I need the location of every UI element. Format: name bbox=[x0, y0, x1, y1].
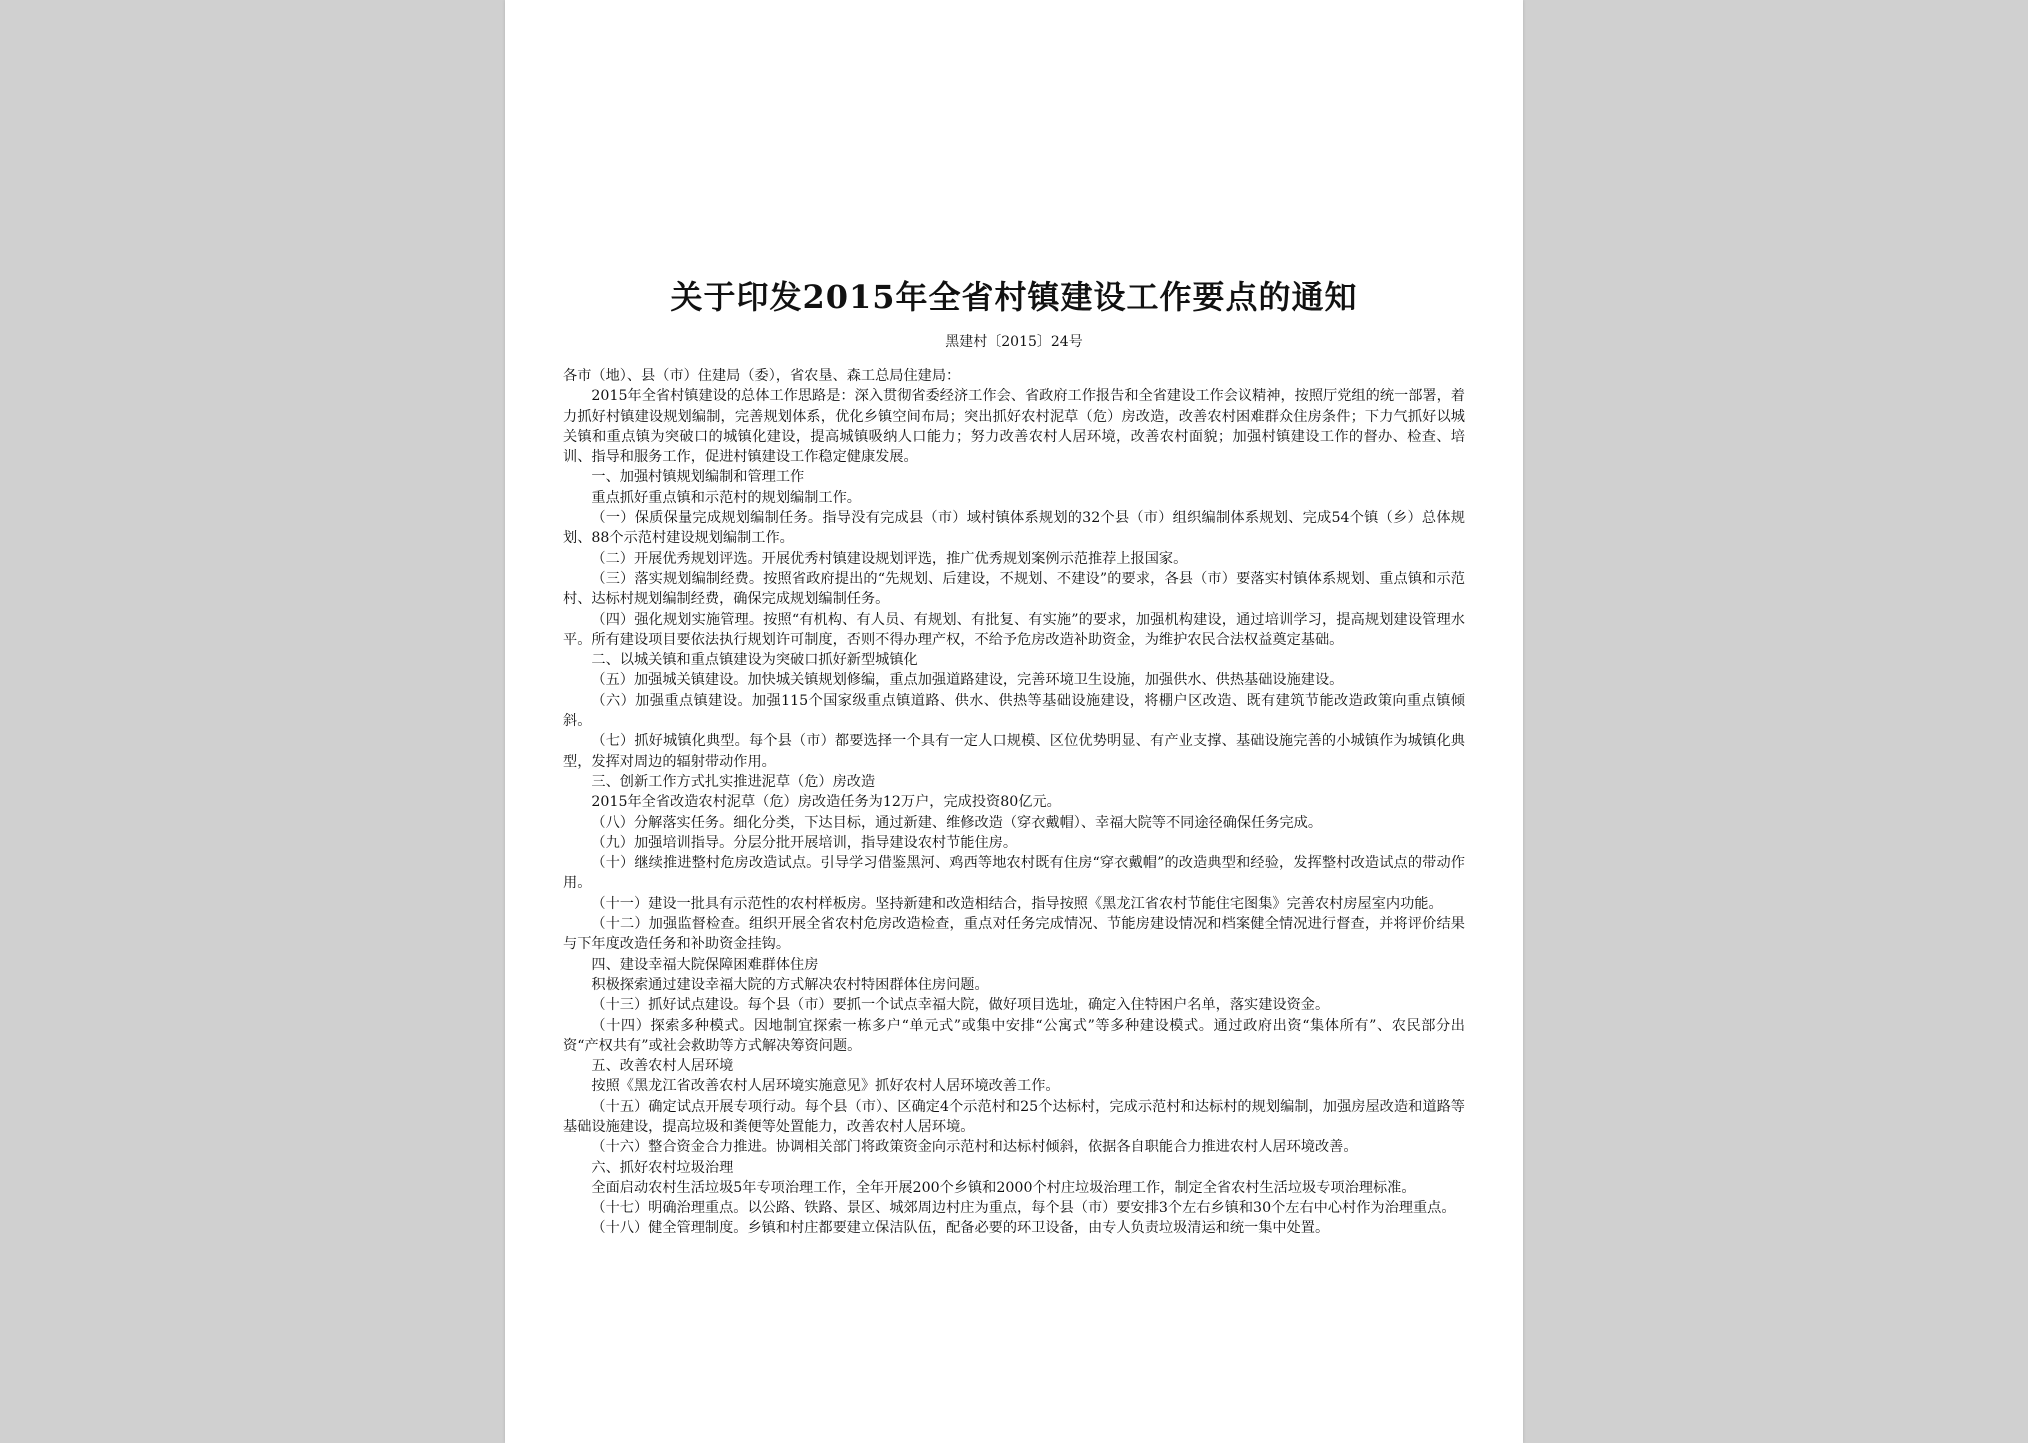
document-title: 关于印发2015年全省村镇建设工作要点的通知 bbox=[670, 278, 1358, 316]
paragraph: （十六）整合资金合力推进。协调相关部门将政策资金向示范村和达标村倾斜，依据各自职能合力推进农村人居环境改善。 bbox=[591, 1139, 1358, 1156]
paragraph: 全面启动农村生活垃圾5年专项治理工作，全年开展200个乡镇和2000个村庄垃圾治理工作，制定全省农村生活垃圾专项治理标准。 bbox=[591, 1179, 1416, 1196]
section-heading: 二、以城关镇和重点镇建设为突破口抓好新型城镇化 bbox=[591, 652, 918, 669]
paragraph: 积极探索通过建设幸福大院的方式解决农村特困群体住房问题。 bbox=[591, 976, 989, 993]
section-heading: 三、创新工作方式扎实推进泥草（危）房改造 bbox=[591, 773, 876, 790]
section-heading: 六、抓好农村垃圾治理 bbox=[591, 1159, 734, 1176]
paragraph: （一）保质保量完成规划编制任务。指导没有完成县（市）域村镇体系规划的32个县（市）组织编制体系规划、完成54个镇（乡）总体规划、88个示范村建设规划编制工作。 bbox=[563, 510, 1465, 547]
section-heading: 四、建设幸福大院保障困难群体住房 bbox=[591, 956, 819, 973]
document-number: 黑建村〔2015〕24号 bbox=[945, 334, 1083, 350]
paragraph: （九）加强培训指导。分层分批开展培训，指导建设农村节能住房。 bbox=[591, 834, 1018, 851]
paragraph: （四）强化规划实施管理。按照“有机构、有人员、有规划、有批复、有实施”的要求，加强机构建设，通过培训学习，提高规划建设管理水平。所有建设项目要依法执行规划许可制度，否则不得办理产权，不给予危房改造补助资金，为维护农民合法权益奠定基础。 bbox=[563, 611, 1465, 648]
document-body bbox=[563, 366, 1465, 1239]
paragraph: （十七）明确治理重点。以公路、铁路、景区、城郊周边村庄为重点，每个县（市）要安排3个左右乡镇和30个左右中心村作为治理重点。 bbox=[591, 1200, 1456, 1217]
paragraph: （十二）加强监督检查。组织开展全省农村危房改造检查，重点对任务完成情况、节能房建设情况和档案健全情况进行督查，并将评价结果与下年度改造任务和补助资金挂钩。 bbox=[563, 916, 1465, 953]
section-heading: 五、改善农村人居环境 bbox=[591, 1058, 734, 1075]
paragraph: 2015年全省村镇建设的总体工作思路是：深入贯彻省委经济工作会、省政府工作报告和全省建设工作会议精神，按照厅党组的统一部署，着力抓好村镇建设规划编制，完善规划体系，优化乡镇空间布局；突出抓好农村泥草（危）房改造，改善农村困难群众住房条件；下力气抓好以城关镇和重点镇为突破口的城镇化建设，提高城镇吸纳人口能力；努力改善农村人居环境，改善农村面貌；加强村镇建设工作的督办、检查、培训、指导和服务工作，促进村镇建设工作稳定健康发展。 bbox=[563, 388, 1465, 466]
document-page bbox=[505, 0, 1523, 1443]
paragraph: （十四）探索多种模式。因地制宜探索一栋多户“单元式”或集中安排“公寓式”等多种建设模式。通过政府出资“集体所有”、农民部分出资“产权共有”或社会救助等方式解决筹资问题。 bbox=[563, 1017, 1465, 1054]
paragraph: （十八）健全管理制度。乡镇和村庄都要建立保洁队伍，配备必要的环卫设备，由专人负责垃圾清运和统一集中处置。 bbox=[591, 1220, 1330, 1237]
section-heading: 一、加强村镇规划编制和管理工作 bbox=[591, 469, 805, 486]
paragraph: （六）加强重点镇建设。加强115个国家级重点镇道路、供水、供热等基础设施建设，将棚户区改造、既有建筑节能改造政策向重点镇倾斜。 bbox=[563, 692, 1465, 730]
paragraph: （七）抓好城镇化典型。每个县（市）都要选择一个具有一定人口规模、区位优势明显、有产业支撑、基础设施完善的小城镇作为城镇化典型，发挥对周边的辐射带动作用。 bbox=[563, 733, 1465, 770]
paragraph: （十三）抓好试点建设。每个县（市）要抓一个试点幸福大院，做好项目选址，确定入住特困户名单，落实建设资金。 bbox=[591, 997, 1330, 1014]
paragraph: （八）分解落实任务。细化分类，下达目标，通过新建、维修改造（穿衣戴帽）、幸福大院等不同途径确保任务完成。 bbox=[591, 814, 1323, 831]
paragraph: （十）继续推进整村危房改造试点。引导学习借鉴黑河、鸡西等地农村既有住房“穿衣戴帽”的改造典型和经验，发挥整村改造试点的带动作用。 bbox=[563, 855, 1465, 892]
paragraph: （二）开展优秀规划评选。开展优秀村镇建设规划评选，推广优秀规划案例示范推荐上报国家。 bbox=[591, 550, 1188, 567]
paragraph: （三）落实规划编制经费。按照省政府提出的“先规划、后建设，不规划、不建设”的要求，各县（市）要落实村镇体系规划、重点镇和示范村、达标村规划编制经费，确保完成规划编制任务。 bbox=[563, 570, 1465, 608]
paragraph: 按照《黑龙江省改善农村人居环境实施意见》抓好农村人居环境改善工作。 bbox=[591, 1078, 1060, 1095]
paragraph: （五）加强城关镇建设。加快城关镇规划修编，重点加强道路建设，完善环境卫生设施，加强供水、供热基础设施建设。 bbox=[591, 672, 1344, 689]
salutation: 各市（地）、县（市）住建局（委），省农垦、森工总局住建局： bbox=[563, 368, 961, 384]
paragraph: （十一）建设一批具有示范性的农村样板房。坚持新建和改造相结合，指导按照《黑龙江省农村节能住宅图集》完善农村房屋室内功能。 bbox=[591, 895, 1443, 912]
paragraph: 2015年全省改造农村泥草（危）房改造任务为12万户，完成投资80亿元。 bbox=[591, 794, 1061, 811]
paragraph: （十五）确定试点开展专项行动。每个县（市）、区确定4个示范村和25个达标村，完成示范村和达标村的规划编制，加强房屋改造和道路等基础设施建设，提高垃圾和粪便等处置能力，改善农村人居环境。 bbox=[563, 1098, 1465, 1135]
paragraph: 重点抓好重点镇和示范村的规划编制工作。 bbox=[591, 489, 861, 506]
